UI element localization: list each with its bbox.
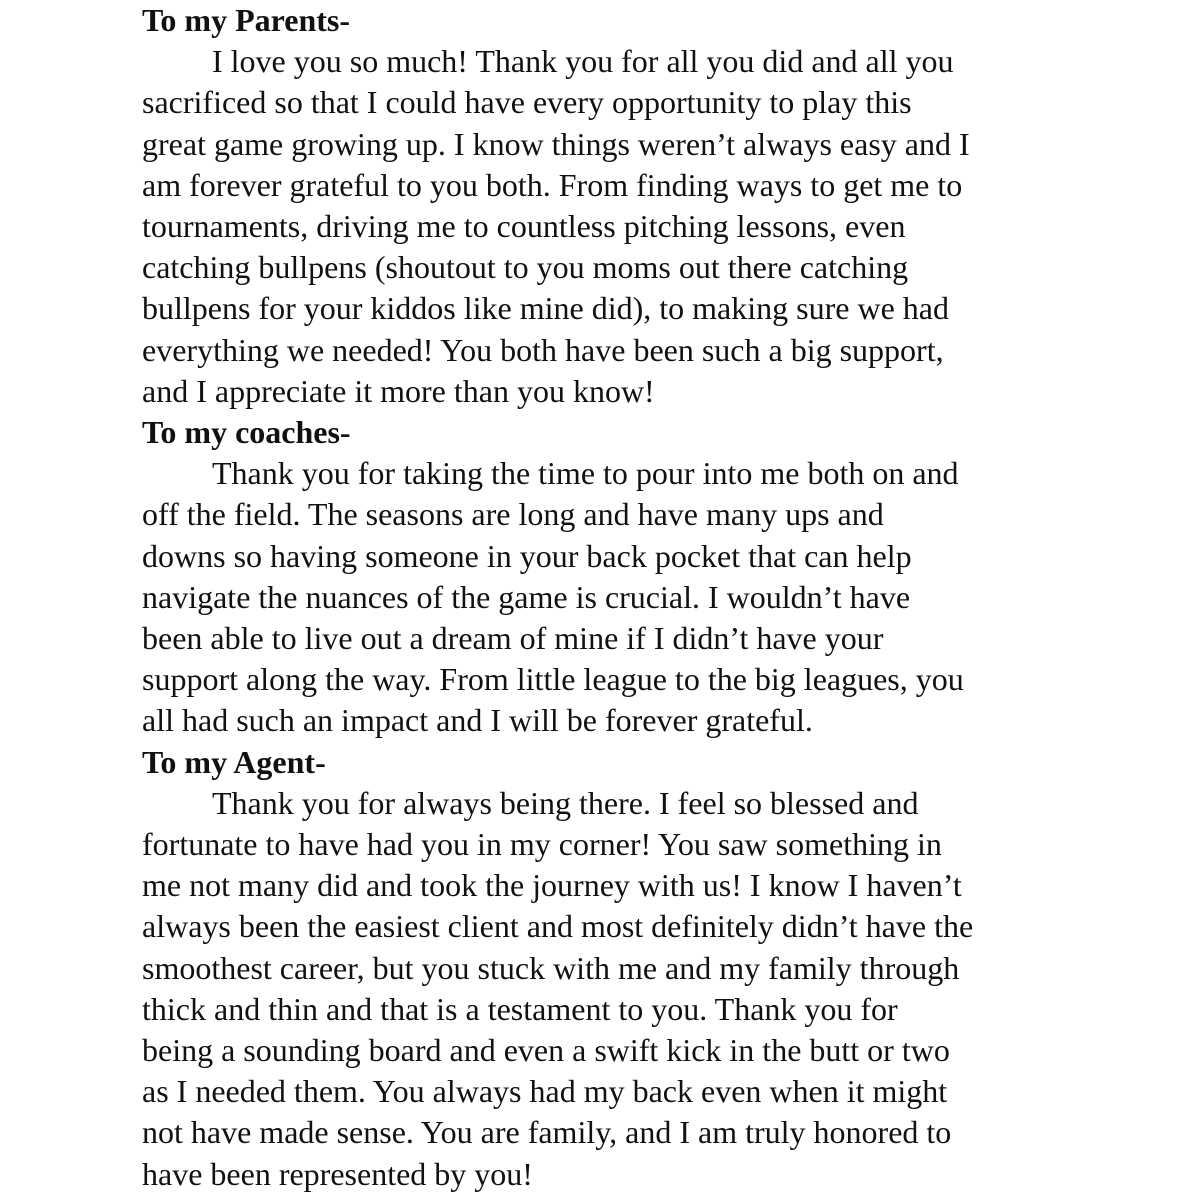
letter-document <box>142 0 1182 1195</box>
text-line: being a sounding board and even a swift kick in the butt or two <box>142 1032 950 1069</box>
text-line: and I appreciate it more than you know! <box>142 372 655 409</box>
section-body <box>142 41 1182 412</box>
section-heading: To my Parents- <box>142 2 350 38</box>
text-line: catching bullpens (shoutout to you moms out there catching <box>142 249 909 286</box>
text-line: bullpens for your kiddos like mine did), to making sure we had <box>142 290 949 327</box>
text-line: great game growing up. I know things weren’t always easy and I <box>142 125 970 162</box>
section-parents <box>142 0 1182 412</box>
text-line: support along the way. From little league to the big leagues, you <box>142 661 964 698</box>
text-line: Thank you for taking the time to pour into me both on and <box>212 455 959 492</box>
text-line: always been the easiest client and most definitely didn’t have the <box>142 908 974 945</box>
section-heading: To my coaches- <box>142 414 351 451</box>
text-line: sacrificed so that I could have every opportunity to play this <box>142 84 912 121</box>
text-line: I love you so much! Thank you for all you did and all you <box>212 43 954 80</box>
text-line: me not many did and took the journey with us! I know I haven’t <box>142 867 962 904</box>
text-line: as I needed them. You always had my back even when it might <box>142 1073 948 1110</box>
section-heading: To my Agent- <box>142 743 326 780</box>
section-body <box>142 783 1182 1195</box>
text-line: have been represented by you! <box>142 1155 533 1192</box>
text-line: off the field. The seasons are long and have many ups and <box>142 496 884 533</box>
text-line: Thank you for always being there. I feel so blessed and <box>212 784 919 821</box>
text-line: am forever grateful to you both. From finding ways to get me to <box>142 166 963 203</box>
text-line: not have made sense. You are family, and I am truly honored to <box>142 1114 952 1151</box>
text-line: downs so having someone in your back pocket that can help <box>142 537 912 574</box>
text-line: thick and thin and that is a testament to you. Thank you for <box>142 990 898 1027</box>
text-line: tournaments, driving me to countless pitching lessons, even <box>142 208 906 245</box>
text-line: navigate the nuances of the game is crucial. I wouldn’t have <box>142 578 911 615</box>
text-line: fortunate to have had you in my corner! You saw something in <box>142 826 942 863</box>
text-line: smoothest career, but you stuck with me and my family through <box>142 949 960 986</box>
text-line: all had such an impact and I will be forever grateful. <box>142 702 813 739</box>
section-coaches <box>142 412 1182 742</box>
section-agent <box>142 742 1182 1195</box>
text-line: been able to live out a dream of mine if I didn’t have your <box>142 620 884 657</box>
section-body <box>142 453 1182 741</box>
text-line: everything we needed! You both have been such a big support, <box>142 331 944 368</box>
